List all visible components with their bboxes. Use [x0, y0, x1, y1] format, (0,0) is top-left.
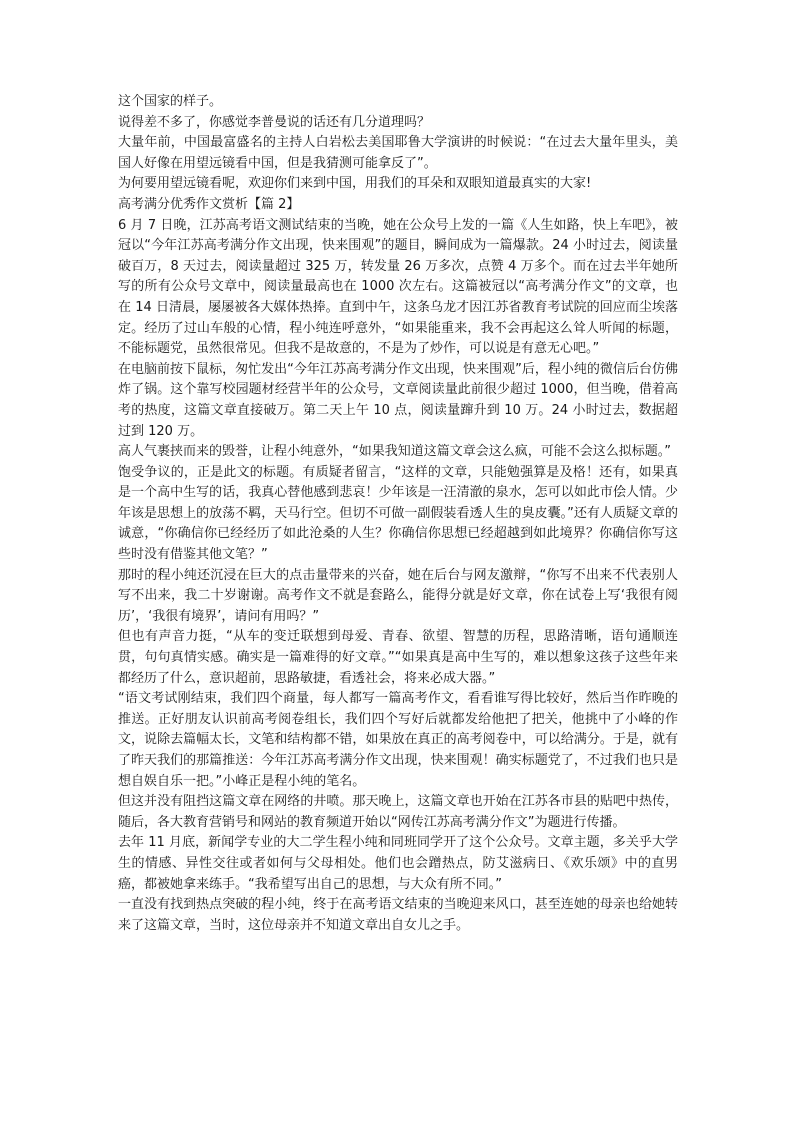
- paragraph: 大量年前，中国最富盛名的主持人白岩松去美国耶鲁大学演讲的时候说：“在过去大量年里头，美国人好像在用望远镜看中国，但是我猜测可能拿反了”。: [118, 135, 678, 171]
- paragraph: 去年 11 月底，新闻学专业的大二学生程小纯和同班同学开了这个公众号。文章主题，多关乎大学生的情感、异性交往或者如何与父母相处。他们也会蹭热点，防艾滋病日、《欢乐颂》中的直男癌，都被她拿来练手。“我希望写出自己的思想，与大众有所不同。”: [118, 835, 678, 892]
- paragraph: 那时的程小纯还沉浸在巨大的点击量带来的兴奋，她在后台与网友激辩，“你写不出来不代表别人写不出来，我二十岁谢谢。高考作文不就是套路么，能得分就是好文章，你在试卷上写‘我很有阅历’，‘我很有境界’，请问有用吗？”: [118, 567, 678, 624]
- paragraph: 饱受争议的，正是此文的标题。有质疑者留言，“这样的文章，只能勉强算是及格！还有，如果真是一个高中生写的话，我真心替他感到悲哀！少年该是一汪清澈的泉水，怎可以如此市侩人情。少年该是思想上的放荡不羁，天马行空。但切不可做一副假装看透人生的臭皮囊。”还有人质疑文章的诚意，“你确信你已经经历了如此沧桑的人生？你确信你思想已经超越到如此境界？你确信你写这些时没有借鉴其他文笔？”: [118, 464, 678, 563]
- paragraph: 但这并没有阻挡这篇文章在网络的井喷。那天晚上，这篇文章也开始在江苏各市县的贴吧中热传，随后，各大教育营销号和网站的教育频道开始以“网传江苏高考满分作文”为题进行传播。: [118, 794, 678, 830]
- paragraph: 在电脑前按下鼠标，匆忙发出“今年江苏高考满分作文出现，快来围观”后，程小纯的微信后台仿佛炸了锅。这个靠写校园题材经营半年的公众号，文章阅读量此前很少超过 1000，但当晚，借着高考的热度，这篇文章直接破万。第二天上午 10 点，阅读量蹿升到 10 万。24 小时过去，数据超过到 120 万。: [118, 361, 678, 439]
- paragraph: 高人气裹挟而来的毁誉，让程小纯意外，“如果我知道这篇文章会这么疯，可能不会这么拟标题。”: [118, 444, 671, 460]
- document-page: [118, 92, 678, 936]
- paragraph: 但也有声音力挺，“从车的变迁联想到母爱、青春、欲望、智慧的历程，思路清晰，语句通顺连贯，句句真情实感。确实是一篇难得的好文章。”“如果真是高中生写的，难以想象这孩子这些年来都经历了什么，意识超前，思路敏捷，看透社会，将来必成大器。”: [118, 629, 678, 686]
- paragraph: “语文考试刚结束，我们四个商量，每人都写一篇高考作文，看看谁写得比较好，然后当作昨晚的推送。正好朋友认识前高考阅卷组长，我们四个写好后就都发给他把了把关，他挑中了小峰的作文，说除去篇幅太长，文笔和结构都不错，如果放在真正的高考阅卷中，可以给满分。于是，就有了昨天我们的那篇推送：今年江苏高考满分作文出现，快来围观！确实标题党了，不过我们也只是想自娱自乐一把。”小峰正是程小纯的笔名。: [118, 691, 678, 789]
- paragraph: 6 月 7 日晚，江苏高考语文测试结束的当晚，她在公众号上发的一篇《人生如路，快上车吧》，被冠以“今年江苏高考满分作文出现，快来围观”的题目，瞬间成为一篇爆款。24 小时过去，阅读量破百万，8 天过去，阅读量超过 325 万，转发量 26 万多次，点赞 4 万多个。而在过去半年她所写的所有公众号文章中，阅读量最高也在 1000 次左右。这篇被冠以“高考满分作文”的文章，也在 14 日清晨，屡屡被各大媒体热捧。直到中午，这条乌龙才因江苏省教育考试院的回应而尘埃落定。经历了过山车般的心情，程小纯连呼意外，“如果能重来，我不会再起这么耸人听闻的标题，不能标题党，虽然很常见。但我不是故意的，不是为了炒作，可以说是有意无心吧。”: [118, 217, 678, 357]
- paragraph: 一直没有找到热点突破的程小纯，终于在高考语文结束的当晚迎来风口，甚至连她的母亲也给她转来了这篇文章，当时，这位母亲并不知道文章出自女儿之手。: [118, 897, 678, 933]
- paragraph: 这个国家的样子。: [118, 94, 223, 109]
- section-heading: 高考满分优秀作文赏析【篇 2】: [118, 196, 300, 212]
- paragraph: 为何要用望远镜看呢，欢迎你们来到中国，用我们的耳朵和双眼知道最真实的大家!: [118, 176, 592, 192]
- paragraph: 说得差不多了，你感觉李普曼说的话还有几分道理吗？: [118, 114, 431, 130]
